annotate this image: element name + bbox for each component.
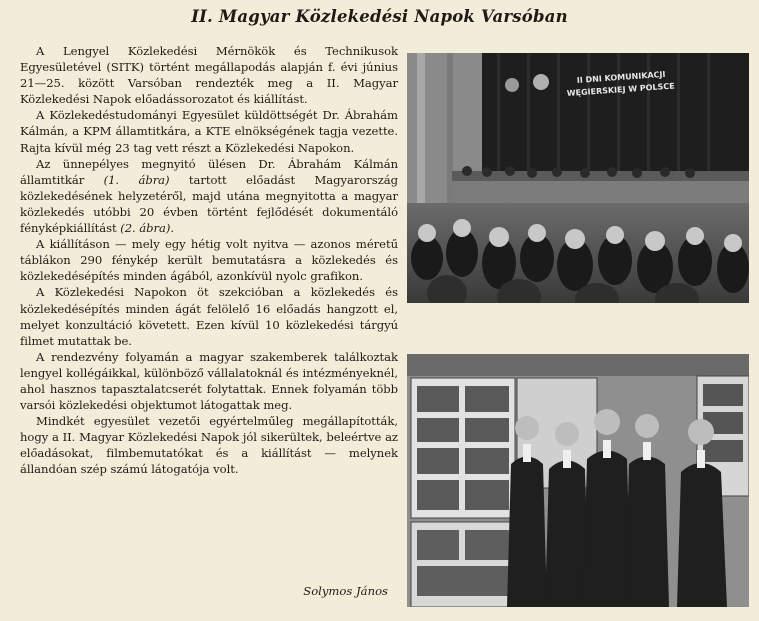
article-paragraph: [20, 156, 398, 236]
article-paragraph: [20, 284, 398, 348]
paragraph-text: Az ünnepélyes megnyitó ülésen Dr. Ábrahám Kálmán államtitkár: [20, 156, 398, 187]
paragraph-text: A rendezvény folyamán a magyar szakemberek találkoztak lengyel kollégáikkal, különböző vállalatoknál és intézményeknél, ahol hasznos tapasztalatcserét folytattak. Ennek folyamán több varsói közlekedési objektumot látogattak meg.: [20, 349, 398, 413]
banner-text-line2: WĘGIERSKIEJ W POLSCE: [566, 81, 675, 98]
figure-reference: (2. ábra): [120, 221, 171, 236]
photo-conference-hall-image: [407, 53, 749, 303]
photo-exhibition-image: [407, 354, 749, 607]
paragraph-text: A Közlekedési Napokon öt szekcióban a közlekedés és közlekedésépítés minden ágát felölelő 16 előadás hangzott el, melyet konzultáció követett. Ezen kívül 10 közlekedési tárgyú filmet mutattak be.: [20, 285, 398, 348]
figure-reference: (1. ábra): [103, 172, 170, 187]
photo-exhibition: [407, 354, 749, 607]
article-paragraph: [20, 349, 398, 413]
banner-text-line1: II DNI KOMUNIKACJI: [576, 69, 666, 85]
paragraph-text: A kiállításon — mely egy hétig volt nyitva — azonos méretű táblákon 290 fénykép került bemutatásra a közlekedés és közlekedésépítés minden ágából, azonkívül nyolc grafikon.: [20, 237, 398, 284]
author-signature: Solymos János: [303, 584, 388, 598]
paragraph-text: A Lengyel Közlekedési Mérnökök és Technikusok Egyesületével (SITK) történt megállapodás alapján f. évi június 21—25. között Varsóban rendezték meg a II. Magyar Közlekedési Napok előadássorozatot és kiállítást.: [20, 44, 398, 107]
article-body: [20, 43, 398, 478]
paragraph-text: Mindkét egyesület vezetői egyértelműleg megállapították, hogy a II. Magyar Közlekedési Napok jól sikerültek, beleértve az előadásokat, filmbemutatókat és a kiállítást — melynek állandóan szép számú látogatója volt.: [20, 414, 398, 477]
article-paragraph: [20, 236, 398, 284]
article-title: II. Magyar Közlekedési Napok Varsóban: [191, 7, 568, 26]
photo-conference-hall: [407, 53, 749, 303]
paragraph-text: .: [170, 221, 174, 236]
paragraph-text: A Közlekedéstudományi Egyesület küldöttségét Dr. Ábrahám Kálmán, a KPM államtitkára, a KTE elnökségének tagja vezette. Rajta kívül még 23 tag vett részt a Közlekedési Napokon.: [20, 108, 398, 155]
paragraph-text: tartott előadást Magyarország közlekedésének helyzetéről, majd utána megnyitotta a magyar közlekedés utóbbi 20 évben történt fejlődését dokumentáló fényképkiállítást: [20, 172, 398, 236]
article-paragraph: [20, 43, 398, 107]
article-paragraph: [20, 107, 398, 155]
article-paragraph: [20, 413, 398, 477]
